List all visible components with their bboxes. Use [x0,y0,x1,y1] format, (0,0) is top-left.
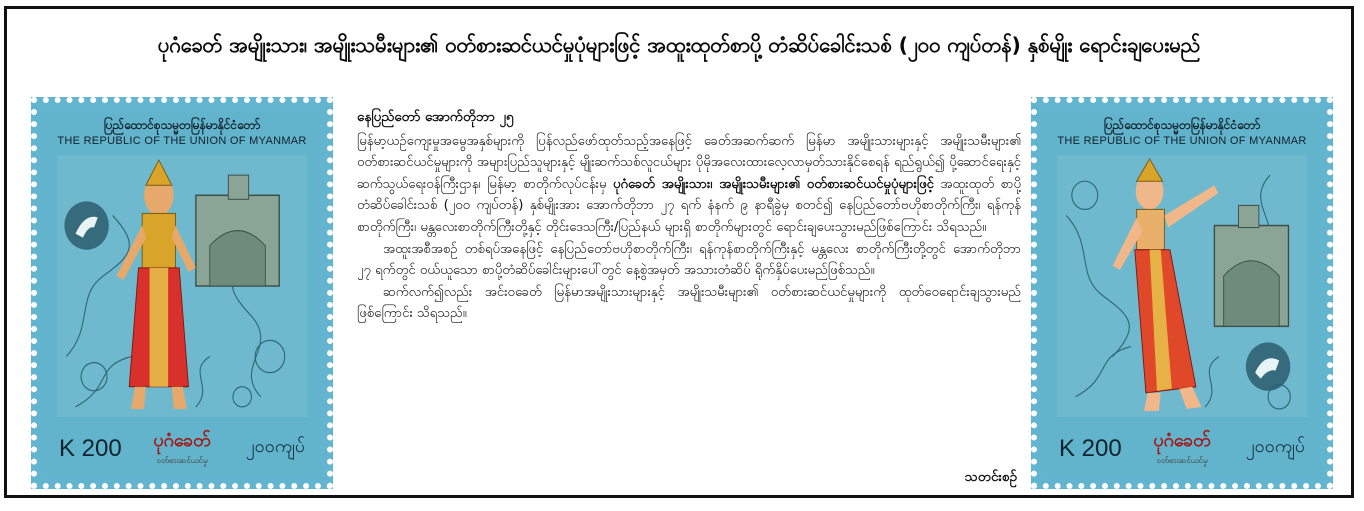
stamp-left-subtitle: ဝတ်စားဆင်ယင်မှု [156,456,208,465]
stamp-left-inner [45,111,319,475]
stamp-left-republic: THE REPUBLIC OF THE UNION OF MYANMAR [57,135,307,147]
stamp-left [31,97,333,489]
stamp-left-title: ပုဂံခေတ် [153,430,211,451]
stamp-right-inner [1045,111,1319,475]
dateline: နေပြည်တော် အောက်တိုဘာ ၂၅ [357,109,514,125]
stamp-right-kyat: ၂၀၀ကျပ် [1245,436,1305,457]
paragraph-1-part-b: အထူးထုတ် စာပို့ တံဆိပ်ခေါင်းသစ် (၂၀၀ ကျပ်တန်) နှစ်မျိုးအား အောက်တိုဘာ ၂၇ ရက် နံနက် ၉ နာရီခွဲမှ စတင်၍ နေပြည်တော်ဗဟိုစာတိုက်ကြီး၊ ရန်ကုန်စာတိုက်ကြီး၊ မန္တလေးစာတိုက်ကြီးတို့နှင့် တိုင်းဒေသကြီး/ပြည်နယ် များရှိ စာတိုက်များတွင် ရောင်းချပေးသွားမည်ဖြစ်ကြောင်း သိရသည်။ [357,176,1021,235]
paragraph-1-bold: ပုဂံခေတ် အမျိုးသား၊ အမျိုးသမီးများ၏ ဝတ်စားဆင်ယင်မှုပုံများဖြင့် [613,176,934,192]
stamp-right-title: ပုဂံခေတ် [1153,430,1211,451]
horse-emblem-icon [64,201,108,249]
paragraph-1-part-a: မြန်မာ့ယဉ်ကျေးမှုအမွေအနှစ်များကို ပြန်လည်ဖော်ထုတ်သည့်အနေဖြင့် ခေတ်အဆက်ဆက် မြန်မာ အမျိုးသားများနှင့် အမျိုးသမီးများ၏ ဝတ်စားဆင်ယင်မှုများကို အများပြည်သူများနှင့် မျိုးဆက်သစ်လူငယ်များ ပိုမိုအလေးထားလေ့လာမှတ်သားနိုင်စေရန် ရည်ရွယ်၍ ပို့ဆောင်ရေးနှင့်ဆက်သွယ်ရေးဝန်ကြီးဌာန၊ မြန်မာ့ စာတိုက်လုပ်ငန်းမှ [357,133,1021,192]
stamp-left-artwork [57,155,307,417]
article-frame [4,6,1354,498]
article-body [357,107,1021,485]
stamp-right-country: ပြည်ထောင်စုသမ္မတမြန်မာနိုင်ငံတော် [1103,118,1261,132]
stamp-right [1031,97,1333,489]
stamp-left-value: K 200 [59,435,122,462]
stamp-right-artwork [1057,155,1307,417]
male-figure-illustration [57,155,307,417]
stamp-left-kyat: ၂၀၀ကျပ် [245,436,305,457]
byline: သတင်းစဉ် [964,469,1017,485]
stamp-left-country: ပြည်ထောင်စုသမ္မတမြန်မာနိုင်ငံတော် [103,118,261,132]
paragraph-1 [357,131,1021,239]
stamp-right-value: K 200 [1059,435,1122,462]
paragraph-3: ဆက်လက်၍လည်း အင်းဝခေတ် မြန်မာအမျိုးသားများနှင့် အမျိုးသမီးများ၏ ဝတ်စားဆင်ယင်မှုများကို ထုတ်ဝေရောင်းချသွားမည်ဖြစ်ကြောင်း သိရသည်။ [357,284,1021,322]
paragraph-2: အထူးအစီအစဉ် တစ်ရပ်အနေဖြင့် နေပြည်တော်ဗဟိုစာတိုက်ကြီး၊ ရန်ကုန်စာတိုက်ကြီးနှင့် မန္တလေး စာတိုက်ကြီးတို့တွင် အောက်တိုဘာ ၂၇ ရက်တွင် ဝယ်ယူသော စာပို့တံဆိပ်ခေါင်းများပေါ်တွင် နေ့စွဲအမှတ် အသားတံဆိပ် ရိုက်နှိပ်ပေးမည်ဖြစ်သည်။ [357,241,1021,279]
headline: ပုဂံခေတ် အမျိုးသား၊ အမျိုးသမီးများ၏ ဝတ်စားဆင်ယင်မှုပုံများဖြင့် အထူးထုတ်စာပို့ တံဆိပ်ခေါင်းသစ် (၂၀၀ ကျပ်တန်) နှစ်မျိုး ရောင်းချပေးမည် [157,33,1201,57]
stamp-right-republic: THE REPUBLIC OF THE UNION OF MYANMAR [1057,135,1307,147]
rabbit-emblem-icon [1246,342,1290,390]
female-figure-illustration [1057,155,1307,417]
stamp-right-subtitle: ဝတ်စားဆင်ယင်မှု [1156,456,1208,465]
